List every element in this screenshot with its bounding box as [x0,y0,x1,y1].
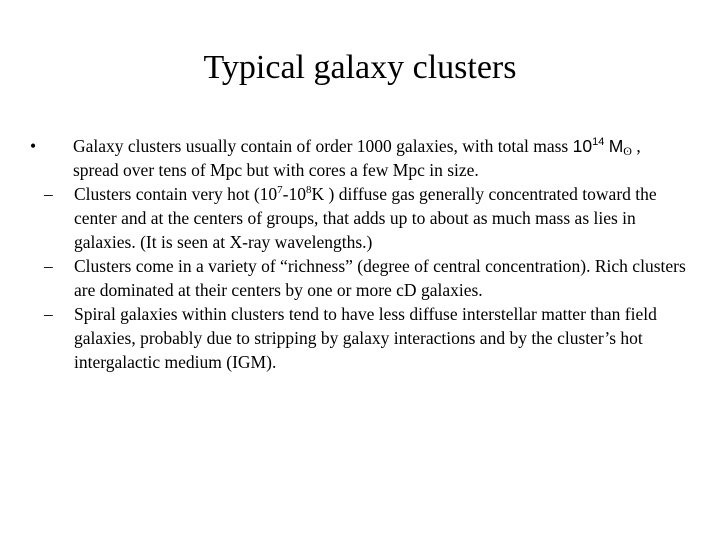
sub-bullet-marker: – [44,256,53,276]
sub-bullet-hot-gas [44,182,690,254]
slide-title: Typical galaxy clusters [203,49,517,86]
mass-unit: M [608,136,624,156]
bullet-text-intro: Galaxy clusters usually contain of order 1000 galaxies, with total mass [73,136,573,156]
sub-bullet-marker: – [44,304,53,324]
sub-text: -10 [282,184,306,204]
sub-text: Spiral galaxies within clusters tend to have less diffuse interstellar matter than field galaxies, probably due to stripping by galaxy interactions and by the cluster’s hot intergalactic medium (IGM). [74,304,657,372]
bullet-text-rest: , spread over tens of Mpc but with cores a few Mpc in size. [73,136,641,180]
solar-symbol: ʘ [623,144,632,158]
main-bullet [30,134,690,182]
sub-text: K ) diffuse gas generally concentrated toward the center and at the centers of groups, that adds up to about as much mass as lies in galaxies. (It is seen at X-ray wavelengths.) [74,184,657,252]
bullet-marker: • [30,136,37,156]
sub-bullet-marker: – [44,184,53,204]
mass-base: 10 [572,136,593,156]
temp-exponent-low: 7 [277,184,283,197]
temp-exponent-high: 8 [305,184,312,197]
mass-exponent: 14 [592,136,605,149]
sub-bullet-spirals [44,302,690,374]
sub-text: Clusters come in a variety of “richness” (degree of central concentration). Rich clusters are dominated at their centers by one or more cD galaxies. [74,256,686,300]
sub-bullet-richness [44,254,690,302]
sub-text: Clusters contain very hot (10 [74,184,278,204]
slide-content [30,134,690,374]
sub-bullet-list [44,182,690,374]
